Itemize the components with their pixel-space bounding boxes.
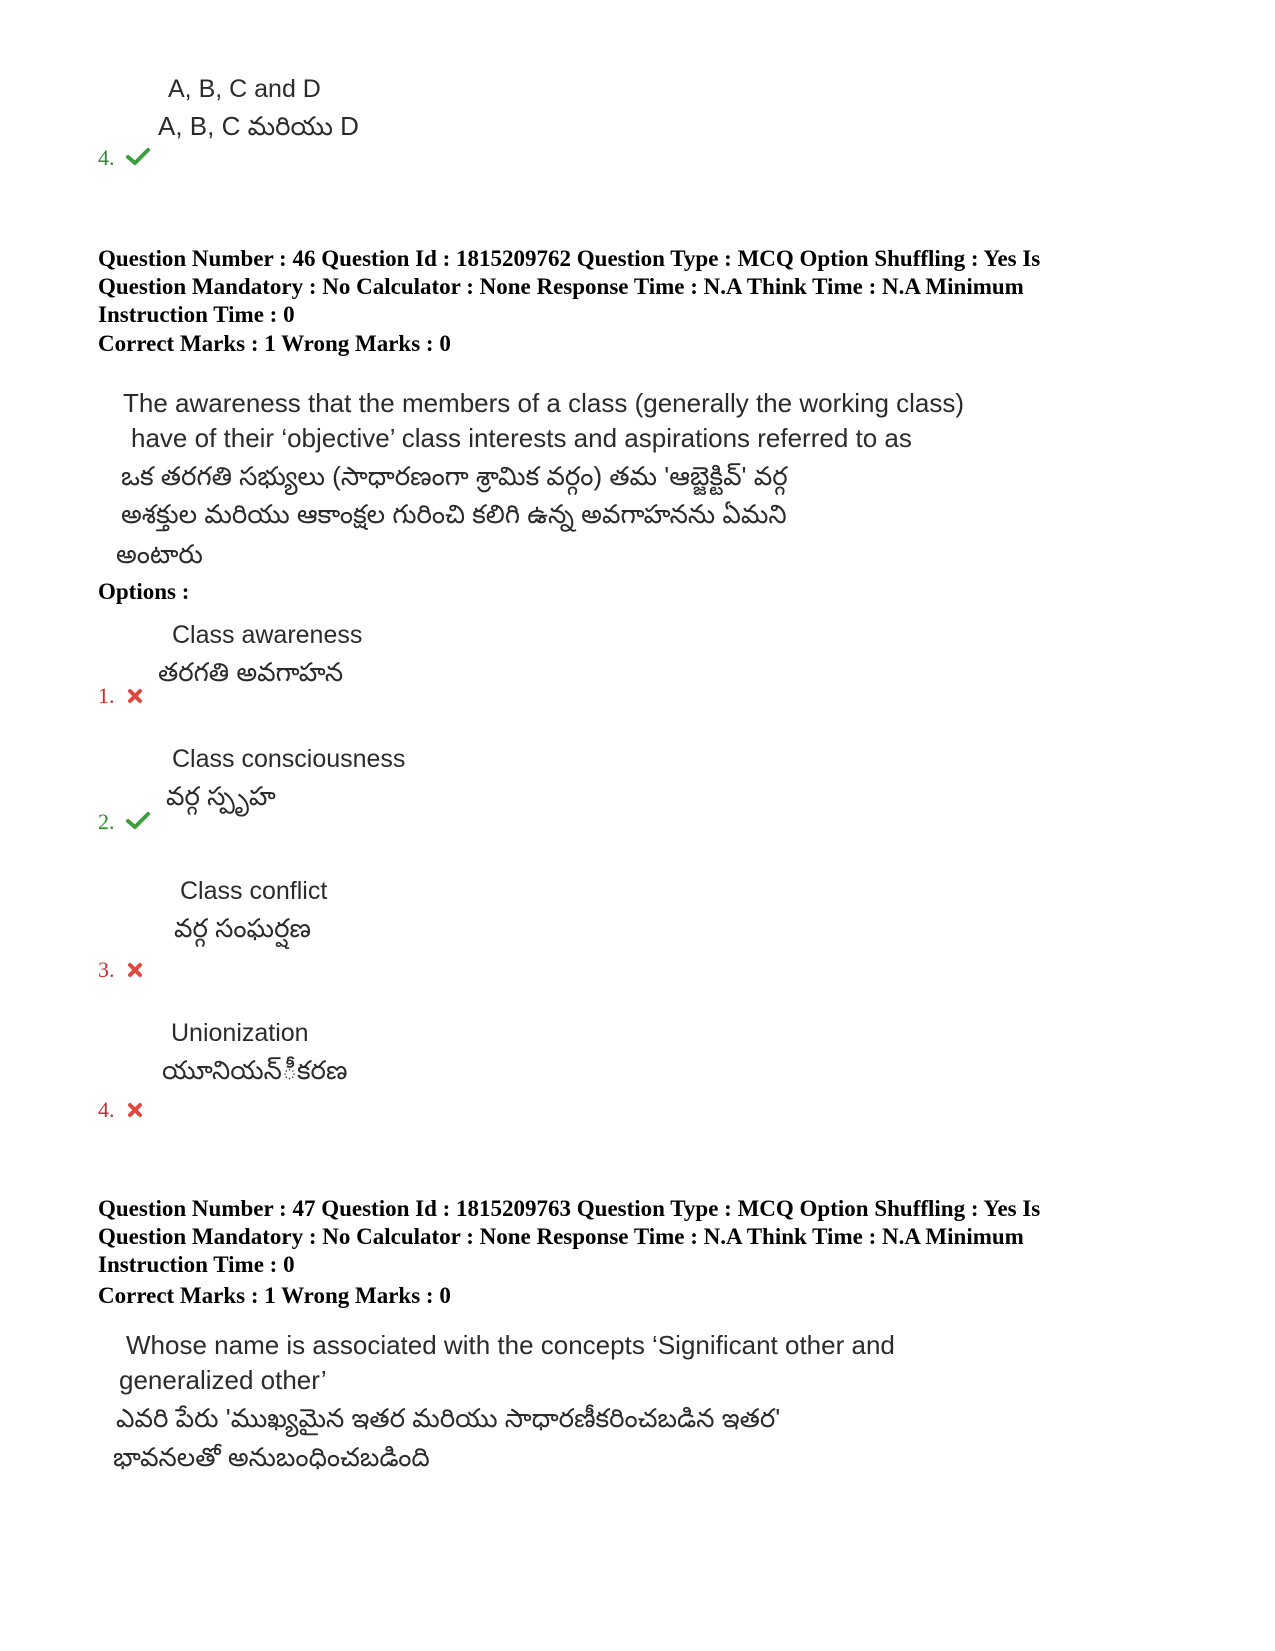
cross-icon	[126, 1100, 144, 1124]
option-text-en: Class conflict	[180, 877, 328, 905]
question-text-en: Whose name is associated with the concepts ‘Significant other and	[126, 1330, 895, 1360]
option-text-en: Class consciousness	[172, 745, 406, 773]
meta-line: Question Mandatory : No Calculator : None Response Time : N.A Think Time : N.A Minimum	[98, 274, 1024, 299]
meta-line: Question Mandatory : No Calculator : None Response Time : N.A Think Time : N.A Minimum	[98, 1224, 1024, 1249]
marks-line: Correct Marks : 1 Wrong Marks : 0	[98, 1283, 451, 1308]
option-number: 2.	[98, 810, 150, 836]
option-text-te: A, B, C మరియు D	[158, 111, 359, 141]
check-icon	[126, 811, 150, 836]
question-text-en: generalized other’	[119, 1365, 327, 1395]
option-text-en: A, B, C and D	[168, 75, 321, 103]
question-text-te: అంటారు	[116, 539, 203, 569]
question-text-te: అశక్తుల మరియు ఆకాంక్షల గురించి కలిగి ఉన్న అవగాహనను ఏమని	[121, 499, 787, 529]
check-icon	[126, 147, 150, 172]
cross-icon	[126, 960, 144, 984]
meta-line: Instruction Time : 0	[98, 302, 295, 327]
option-text-te: తరగతి అవగాహన	[158, 657, 344, 687]
question-text-en: have of their ‘objective’ class interests and aspirations referred to as	[131, 423, 912, 453]
option-text-te: యూనియన్‌ీకరణ	[162, 1055, 348, 1085]
marks-line: Correct Marks : 1 Wrong Marks : 0	[98, 331, 451, 356]
question-meta	[98, 245, 1178, 329]
option-text-te: వర్గ స్పృహ	[166, 781, 276, 811]
option-text-en: Class awareness	[172, 621, 363, 649]
options-label: Options :	[98, 579, 190, 604]
meta-line: Question Number : 47 Question Id : 1815209763 Question Type : MCQ Option Shuffling : Yes Is	[98, 1196, 1041, 1221]
meta-line: Question Number : 46 Question Id : 1815209762 Question Type : MCQ Option Shuffling : Yes Is	[98, 246, 1041, 271]
question-text-te: ఒక తరగతి సభ్యులు (సాధారణంగా శ్రామిక వర్గం) తమ 'ఆబ్జెక్టివ్' వర్గ	[121, 461, 788, 491]
option-text-te: వర్గ సంఘర్షణ	[174, 913, 311, 943]
option-number: 4.	[98, 146, 150, 172]
meta-line: Instruction Time : 0	[98, 1252, 295, 1277]
question-text-te: భావనలతో అనుబంధించబడింది	[113, 1442, 430, 1472]
question-text-te: ఎవరి పేరు 'ముఖ్యమైన ఇతర మరియు సాధారణీకరించబడిన ఇతర'	[116, 1403, 781, 1433]
option-text-en: Unionization	[171, 1019, 309, 1047]
option-number: 1.	[98, 684, 144, 710]
option-number: 4.	[98, 1098, 144, 1124]
option-number: 3.	[98, 958, 144, 984]
cross-icon	[126, 686, 144, 710]
question-text-en: The awareness that the members of a class (generally the working class)	[123, 388, 965, 418]
question-meta	[98, 1195, 1178, 1279]
